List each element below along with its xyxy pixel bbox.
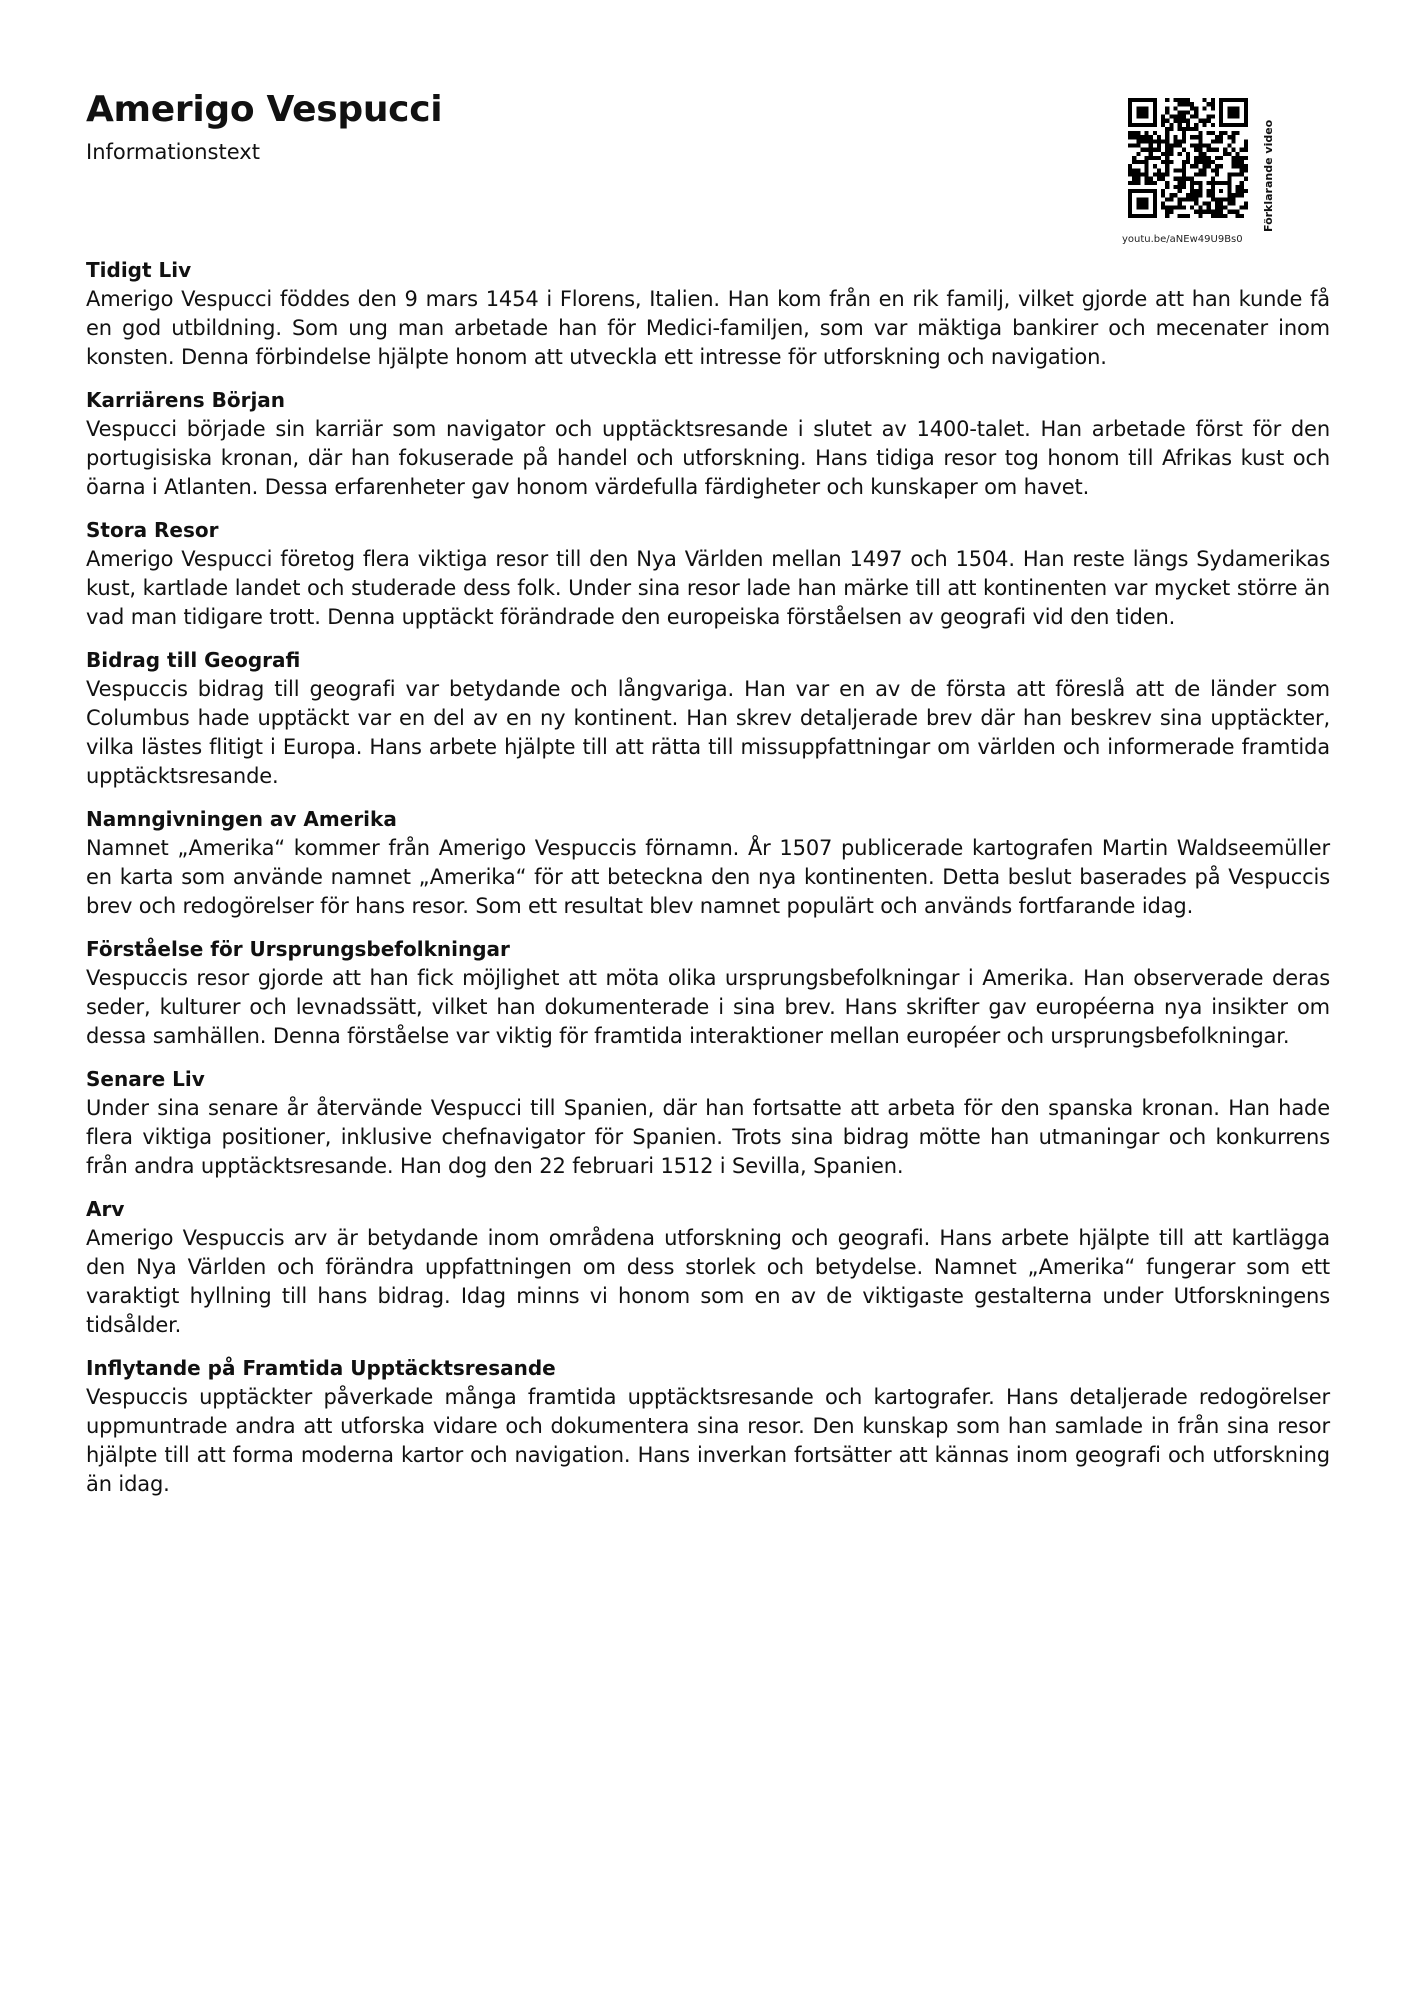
- qr-side-label: Förklarande video: [1262, 119, 1275, 232]
- qr-code-icon[interactable]: [1128, 98, 1248, 218]
- document-body: [86, 256, 1330, 1513]
- section-text: Amerigo Vespuccis arv är betydande inom områdena utforskning och geografi. Hans arbete hjälpte till att kartlägga den Nya Världen och förändra uppfattningen om dess storlek och betydelse. Namnet „Amerika“ fungerar som ett varaktigt hyllning till hans bidrag. Idag minns vi honom som en av de viktigaste gestalterna under Utforskningens tidsålder.: [86, 1226, 1330, 1337]
- section-heading: Tidigt Liv: [86, 258, 192, 282]
- page-title: Amerigo Vespucci: [86, 89, 443, 130]
- section: [86, 1354, 1330, 1499]
- section-text: Amerigo Vespucci företog flera viktiga resor till den Nya Världen mellan 1497 och 1504. Han reste längs Sydamerikas kust, kartlade landet och studerade dess folk. Under sina resor lade han märke till att kontinenten var mycket större än vad man tidigare trott. Denna upptäckt förändrade den europeiska förståelsen av geografi vid den tiden.: [86, 547, 1330, 629]
- section-heading: Inflytande på Framtida Upptäcktsresande: [86, 1356, 556, 1380]
- section: [86, 805, 1330, 921]
- section-heading: Namngivningen av Amerika: [86, 807, 397, 831]
- section-heading: Stora Resor: [86, 518, 219, 542]
- section-text: Namnet „Amerika“ kommer från Amerigo Vespuccis förnamn. År 1507 publicerade kartografen Martin Waldseemüller en karta som använde namnet „Amerika“ för att beteckna den nya kontinenten. Detta beslut baserades på Vespuccis brev och redogörelser för hans resor. Som ett resultat blev namnet populärt och används fortfarande idag.: [86, 836, 1330, 918]
- section-heading: Arv: [86, 1197, 125, 1221]
- section: [86, 1065, 1330, 1181]
- section: [86, 935, 1330, 1051]
- section-heading: Bidrag till Geografi: [86, 648, 301, 672]
- document-header: [86, 88, 442, 166]
- section-heading: Förståelse för Ursprungsbefolkningar: [86, 937, 510, 961]
- section: [86, 516, 1330, 632]
- qr-url[interactable]: youtu.be/aNEw49U9Bs0: [1122, 234, 1243, 245]
- section-text: Vespuccis upptäckter påverkade många framtida upptäcktsresande och kartografer. Hans detaljerade redogörelser uppmuntrade andra att utforska vidare och dokumentera sina resor. Den kunskap som han samlade in från sina resor hjälpte till att forma moderna kartor och navigation. Hans inverkan fortsätter att kännas inom geografi och utforskning än idag.: [86, 1385, 1330, 1496]
- section-text: Amerigo Vespucci föddes den 9 mars 1454 i Florens, Italien. Han kom från en rik familj, vilket gjorde att han kunde få en god utbildning. Som ung man arbetade han för Medici-familjen, som var mäktiga bankirer och mecenater inom konsten. Denna förbindelse hjälpte honom att utveckla ett intresse för utforskning och navigation.: [86, 287, 1330, 369]
- section-text: Vespuccis bidrag till geografi var betydande och långvariga. Han var en av de första att föreslå att de länder som Columbus hade upptäckt var en del av en ny kontinent. Han skrev detaljerade brev där han beskrev sina upptäckter, vilka lästes flitigt i Europa. Hans arbete hjälpte till att rätta till missuppfattningar om världen och informerade framtida upptäcktsresande.: [86, 677, 1330, 788]
- section-text: Vespucci började sin karriär som navigator och upptäcktsresande i slutet av 1400-talet. Han arbetade först för den portugisiska kronan, där han fokuserade på handel och utforskning. Hans tidiga resor tog honom till Afrikas kust och öarna i Atlanten. Dessa erfarenheter gav honom värdefulla färdigheter och kunskaper om havet.: [86, 417, 1330, 499]
- qr-block: [1122, 98, 1268, 248]
- section: [86, 386, 1330, 502]
- section-heading: Senare Liv: [86, 1067, 205, 1091]
- page-subtitle: Informationstext: [86, 140, 260, 164]
- section-heading: Karriärens Början: [86, 388, 286, 412]
- section-text: Vespuccis resor gjorde att han fick möjlighet att möta olika ursprungsbefolkningar i Amerika. Han observerade deras seder, kulturer och levnadssätt, vilket han dokumenterade i sina brev. Hans skrifter gav européerna nya insikter om dessa samhällen. Denna förståelse var viktig för framtida interaktioner mellan européer och ursprungsbefolkningar.: [86, 966, 1330, 1048]
- section: [86, 1195, 1330, 1340]
- section-text: Under sina senare år återvände Vespucci till Spanien, där han fortsatte att arbeta för den spanska kronan. Han hade flera viktiga positioner, inklusive chefnavigator för Spanien. Trots sina bidrag mötte han utmaningar och konkurrens från andra upptäcktsresande. Han dog den 22 februari 1512 i Sevilla, Spanien.: [86, 1096, 1330, 1178]
- section: [86, 256, 1330, 372]
- section: [86, 646, 1330, 791]
